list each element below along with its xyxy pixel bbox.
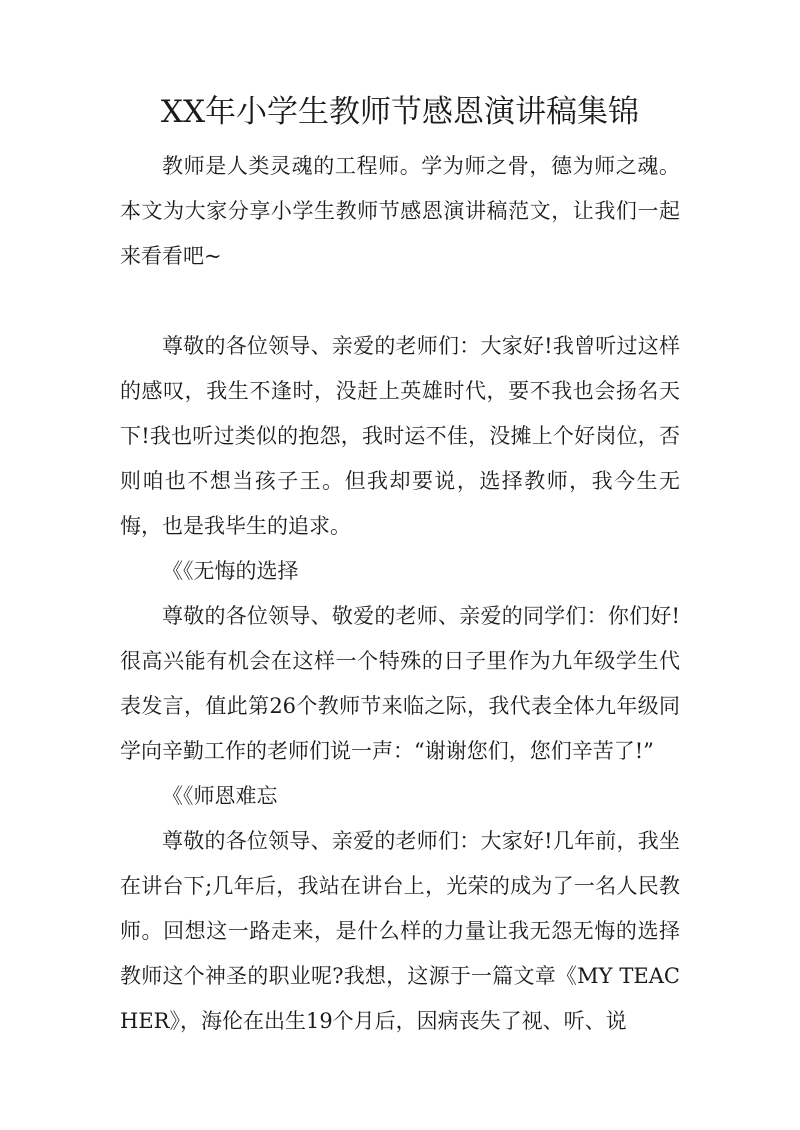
intro-paragraph: 教师是人类灵魂的工程师。学为师之骨，德为师之魂。本文为大家分享小学生教师节感恩演讲稿范文，让我们一起来看看吧~ <box>120 154 680 268</box>
speech-paragraph-3: 尊敬的各位领导、亲爱的老师们：大家好!几年前，我坐在讲台下;几年后，我站在讲台上，光荣的成为了一名人民教师。回想这一路走来，是什么样的力量让我无怨无悔的选择教师这个神圣的职业呢?我想，这源于一篇文章《MY TEACHER》，海伦在出生19个月后，因病丧失了视、听、说 <box>120 829 680 1033</box>
speech-paragraph-1: 尊敬的各位领导、亲爱的老师们：大家好!我曾听过这样的感叹，我生不逢时，没赶上英雄时代，要不我也会扬名天下!我也听过类似的抱怨，我时运不佳，没摊上个好岗位，否则咱也不想当孩子王。但我却要说，选择教师，我今生无悔，也是我毕生的追求。 <box>120 334 680 538</box>
speech-paragraph-2: 尊敬的各位领导、敬爱的老师、亲爱的同学们：你们好!很高兴能有机会在这样一个特殊的日子里作为九年级学生代表发言，值此第26个教师节来临之际，我代表全体九年级同学向辛勤工作的老师们说一声：“谢谢您们，您们辛苦了!” <box>120 604 680 763</box>
section-heading-shien: 《《师恩难忘 <box>162 784 278 808</box>
document-page <box>120 90 680 1044</box>
section-heading-wuhui: 《《无悔的选择 <box>162 559 299 583</box>
paragraph-gap <box>120 279 680 324</box>
document-title: XX年小学生教师节感恩演讲稿集锦 <box>160 94 640 130</box>
